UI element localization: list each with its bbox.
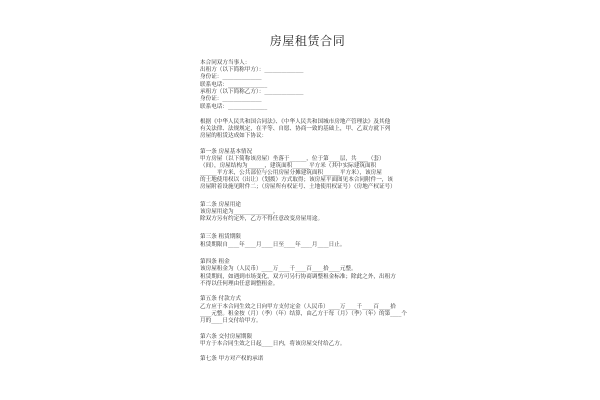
lessee-phone-line: 联系电话：______________ bbox=[200, 104, 268, 110]
article-5-line: 月的____日交付给甲方。 bbox=[200, 318, 262, 324]
article-1-line: 甲方房屋（以下简称该房屋）坐落于______，位于第____层，共____（套） bbox=[200, 156, 385, 162]
parties-intro: 本合同双方当事人： bbox=[200, 60, 251, 66]
article-4-line: 不得以任何理由任意调整租金。 bbox=[200, 281, 279, 287]
article-1-line: ______平方米，公共部位与公用房屋分摊建筑面积______平方米），该房屋 bbox=[200, 170, 382, 176]
article-3-line: 租赁期限自____年____月____日至____年____月____日止。 bbox=[200, 242, 346, 248]
preamble-line: 房屋的租赁达成如下协议： bbox=[200, 133, 268, 139]
preamble-line: 根据《中华人民共和国合同法》、《中华人民共和国城市房地产管理法》及其他 bbox=[200, 119, 391, 125]
lessee-id-line: 身份证：______________ bbox=[200, 96, 262, 102]
page-title: 房屋租赁合同 bbox=[269, 34, 346, 48]
preamble-line: 有关法律、法规规定，在平等、自愿、协商一致的基础上，甲、乙双方就下列 bbox=[200, 126, 391, 132]
article-1-heading: 第一条 房屋基本情况 bbox=[200, 149, 253, 155]
lessee-line: 承租方（以下简称乙方）：______________ bbox=[200, 89, 304, 95]
article-1-line: 房屋附着设施见附件二；（房屋所有权证号、土地使用权证号）（房地产权证号） bbox=[200, 184, 396, 190]
article-2-line: 除双方另有约定外，乙方不得任意改变房屋用途。 bbox=[200, 216, 324, 222]
lessor-phone-line: 联系电话：______________ bbox=[200, 82, 268, 88]
lessor-line: 出租方（以下简称甲方）：______________ bbox=[200, 67, 304, 73]
article-5-line: ____元整。租金按（月）（季）（年）结算，由乙方于每（月）（季）（年）的第____个 bbox=[200, 311, 407, 317]
lessor-id-line: 身份证：______________ bbox=[200, 74, 262, 80]
article-4-line: 该房屋租金为（人民币）____万____千____百____拾____元整。 bbox=[200, 266, 357, 272]
article-5-heading: 第五条 付款方式 bbox=[200, 296, 241, 302]
article-5-line: 乙方应于本合同生效之日向甲方支付定金（人民币）____万____千____百____拾 bbox=[200, 304, 396, 310]
article-4-heading: 第四条 租金 bbox=[200, 259, 230, 265]
article-1-line: （间），房屋结构为______，建筑面积______平方米（其中实际建筑面积 bbox=[200, 163, 377, 169]
article-7-heading: 第七条 甲方对产权的承诺 bbox=[200, 356, 264, 362]
article-2-heading: 第二条 房屋用途 bbox=[200, 202, 241, 208]
article-6-heading: 第六条 交付房屋期限 bbox=[200, 334, 253, 340]
article-4-line: 租赁期间，如遇到市场变化，双方可另行协商调整租金标准；除此之外，出租方 bbox=[200, 274, 396, 280]
article-1-line: 的土地使用权以（出让）（划拨）方式取得；该房屋平面图见本合同附件一，该 bbox=[200, 177, 393, 183]
article-2-line: 该房屋用途为______________。 bbox=[200, 209, 279, 215]
article-6-line: 甲方于本合同生效之日起____日内，将该房屋交付给乙方。 bbox=[200, 341, 346, 347]
article-3-heading: 第三条 租赁期限 bbox=[200, 234, 241, 240]
